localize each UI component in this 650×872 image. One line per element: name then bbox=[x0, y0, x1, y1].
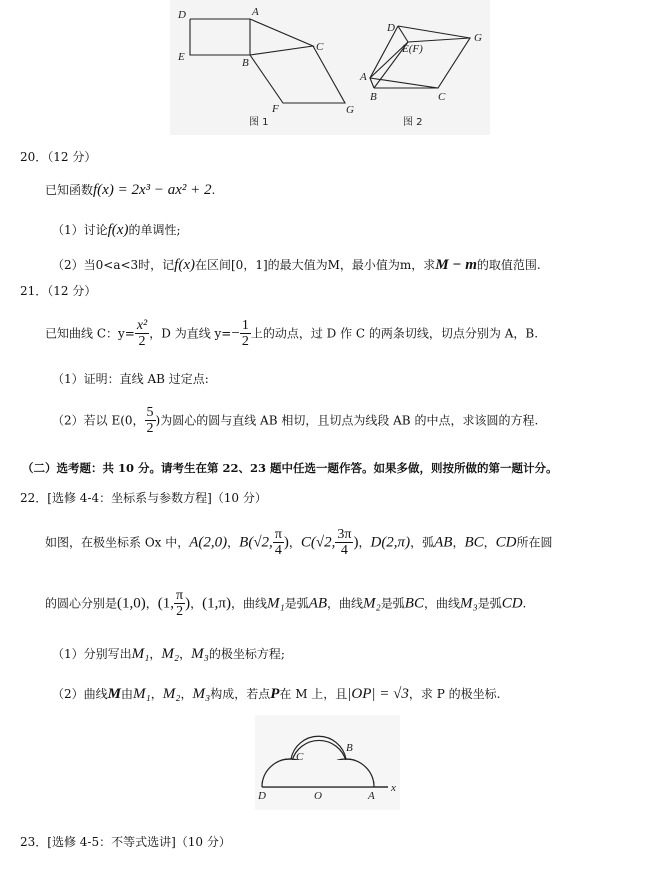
fig2-label-b: B bbox=[370, 91, 377, 103]
q21-part2-b: )为圆心的圆与直线 AB 相切，且切点为线段 AB 的中点，求该圆的方程. bbox=[155, 413, 539, 428]
q20-part1-pre: （1）讨论 bbox=[52, 223, 108, 237]
q20-part2-func: f(x) bbox=[174, 257, 195, 273]
q22-m1: M₁ bbox=[266, 595, 285, 612]
q22-center-2-num: π bbox=[176, 588, 184, 603]
q21-intro-a: 已知曲线 C：y= bbox=[45, 326, 135, 341]
q21-center-num: 5 bbox=[146, 405, 154, 420]
q20-function: f(x) = 2x³ − ax² + 2 bbox=[93, 182, 212, 198]
q22-part2-m1: M₁ bbox=[133, 686, 151, 702]
q21-header: 21．（12 分） bbox=[20, 284, 97, 298]
q22-point-b-num: π bbox=[274, 527, 282, 542]
q22-arc-ab-2: AB bbox=[308, 595, 328, 612]
q21-line-den: 2 bbox=[241, 334, 249, 349]
q22-curve-word-1: ，曲线 bbox=[230, 596, 267, 611]
q22-curve-word-2: ，曲线 bbox=[327, 596, 364, 611]
q22-centers-pre: 的圆心分别是 bbox=[45, 596, 118, 611]
q20-part2-expr: M − m bbox=[435, 257, 477, 273]
q20-part2-post: 的取值范围. bbox=[476, 258, 541, 272]
q22-is-arc-1: 是弧 bbox=[284, 596, 309, 611]
q22-part1-comma-2: ， bbox=[179, 647, 192, 661]
q22-center-3: (1,π) bbox=[202, 595, 231, 612]
q22-part1-comma-1: ， bbox=[149, 647, 162, 661]
q22-point-c-post: ) bbox=[353, 534, 359, 551]
fig2-caption: 图 2 bbox=[403, 117, 423, 128]
q22-part1-m3: M₃ bbox=[191, 646, 209, 662]
q23-header: 23．[选修 4-5：不等式选讲]（10 分） bbox=[20, 835, 231, 849]
q22-part2-comma-2: ， bbox=[180, 687, 193, 701]
q22-point-c-den: 4 bbox=[340, 543, 348, 558]
q22-part1-m1: M₁ bbox=[131, 646, 150, 662]
q22-part2-p: P bbox=[270, 686, 280, 702]
q21-center-den: 2 bbox=[146, 421, 154, 436]
q22-center-1: (1,0) bbox=[117, 595, 146, 612]
q22-arc-cd-2: CD bbox=[501, 595, 523, 612]
q22-part2-m3: M₃ bbox=[192, 686, 211, 702]
fig1-label-g: G bbox=[346, 104, 354, 116]
q20-header: 20．（12 分） bbox=[20, 150, 97, 164]
q22-part2-by: 由 bbox=[120, 687, 133, 701]
q20-part1-func: f(x) bbox=[107, 222, 129, 238]
q21-line-sign: − bbox=[231, 325, 240, 342]
fig2-label-d: D bbox=[387, 22, 395, 34]
q22-part2-post: ，求 P 的极坐标. bbox=[408, 687, 501, 701]
polar-label-b: B bbox=[346, 742, 353, 754]
fig1-label-e: E bbox=[178, 51, 185, 63]
q22-part2-comma-1: ， bbox=[150, 687, 163, 701]
q21-line-num: 1 bbox=[241, 318, 249, 333]
fig1-caption: 图 1 bbox=[249, 117, 269, 128]
q22-part2-pre: （2）曲线 bbox=[52, 687, 108, 701]
q22-point-a: A(2,0) bbox=[189, 534, 228, 551]
q22-point-b-pre: B(√2, bbox=[239, 534, 273, 551]
q22-arc-word: 弧 bbox=[422, 535, 435, 550]
q22-arc-cd: CD bbox=[495, 534, 517, 551]
q22-is-arc-2: 是弧 bbox=[380, 596, 405, 611]
q22-m3: M₃ bbox=[459, 595, 478, 612]
fig2-label-g: G bbox=[474, 32, 482, 44]
q22-arc-tail: 所在圆 bbox=[516, 535, 553, 550]
q22-header: 22．[选修 4-4：坐标系与参数方程]（10 分） bbox=[20, 491, 267, 505]
q22-intro-pre: 如图，在极坐标系 Ox 中， bbox=[45, 535, 190, 550]
q21-intro-c: 上的动点，过 D 作 C 的两条切线，切点分别为 A，B. bbox=[250, 326, 539, 341]
polar-label-a: A bbox=[368, 790, 375, 802]
q21-curve-num: x² bbox=[136, 318, 148, 333]
q22-center-2-post: ) bbox=[185, 595, 191, 612]
q22-part2-m2: M₂ bbox=[162, 686, 181, 702]
q20-intro-end: . bbox=[211, 183, 216, 197]
fig1-label-a: A bbox=[252, 6, 259, 18]
polar-label-d: D bbox=[258, 790, 266, 802]
q21-part2-a: （2）若以 E(0， bbox=[52, 413, 145, 428]
q21-part1: （1）证明：直线 AB 过定点: bbox=[52, 372, 209, 386]
q22-m2: M₂ bbox=[363, 595, 381, 612]
q22-point-d: D(2,π) bbox=[370, 534, 411, 551]
polar-label-c: C bbox=[296, 751, 304, 763]
q22-part2-m: M bbox=[107, 686, 121, 702]
q20-part2-pre: （2）当0<a<3时，记 bbox=[52, 258, 175, 272]
q22-part2-op: |OP| = √3 bbox=[347, 686, 409, 702]
fig1-label-f: F bbox=[272, 103, 279, 115]
q21-curve-den: 2 bbox=[138, 334, 146, 349]
q22-part1-post: 的极坐标方程; bbox=[208, 647, 285, 661]
q22-part2-on: 在 M 上，且 bbox=[279, 687, 348, 701]
q21-intro-b: ，D 为直线 y= bbox=[149, 326, 232, 341]
q22-point-b-den: 4 bbox=[274, 543, 282, 558]
q22-is-arc-3: 是弧 bbox=[477, 596, 502, 611]
q22-arc-bc: BC bbox=[464, 534, 484, 551]
section-two-heading: （二）选考题：共 10 分。请考生在第 22、23 题中任选一题作答。如果多做，则按所做的第一题计分。 bbox=[22, 461, 558, 475]
q22-part2-mid: 构成，若点 bbox=[210, 687, 271, 701]
fig2-label-ef: E(F) bbox=[402, 43, 423, 55]
fig1-label-c: C bbox=[316, 41, 324, 53]
q22-part1-m2: M₂ bbox=[161, 646, 180, 662]
q22-curve-word-3: ，曲线 bbox=[423, 596, 460, 611]
q22-point-b-post: ) bbox=[283, 534, 289, 551]
q22-point-c-num: 3π bbox=[337, 527, 352, 542]
fig2-label-c: C bbox=[438, 91, 446, 103]
q22-centers: 的圆心分别是(1,0)，(1, $\frac{\pi}{2}$ )，(1,π)，曲线M₁是弧AB，曲线M₂是弧BC，曲线M₃是弧CD. bbox=[45, 588, 527, 619]
q20-intro-text: 已知函数 bbox=[45, 183, 94, 197]
q22-center-2-den: 2 bbox=[176, 604, 184, 619]
q22-arc-bc-2: BC bbox=[404, 595, 424, 612]
polar-label-x: x bbox=[391, 782, 396, 794]
q22-part1-pre: （1）分别写出 bbox=[52, 647, 132, 661]
fig1-label-b: B bbox=[242, 57, 249, 69]
q22-point-c-pre: C(√2, bbox=[300, 534, 336, 551]
fig1-label-d: D bbox=[178, 9, 186, 21]
q22-center-2-pre: (1, bbox=[157, 595, 175, 612]
fig2-label-a: A bbox=[360, 71, 367, 83]
q20-part1-post: 的单调性; bbox=[128, 223, 181, 237]
q20-part2-mid: 在区间[0，1]的最大值为M，最小值为m，求 bbox=[195, 258, 436, 272]
q22-intro: 如图，在极坐标系 Ox 中，A(2,0)，B(√2, $\frac{\pi}{4}$ )，C(√2, $\frac{3\pi}{4}$ )，D(2,π)，弧AB，BC，CD所在圆 bbox=[45, 527, 553, 558]
polar-label-o: O bbox=[314, 790, 322, 802]
q22-arc-ab: AB bbox=[434, 534, 453, 551]
